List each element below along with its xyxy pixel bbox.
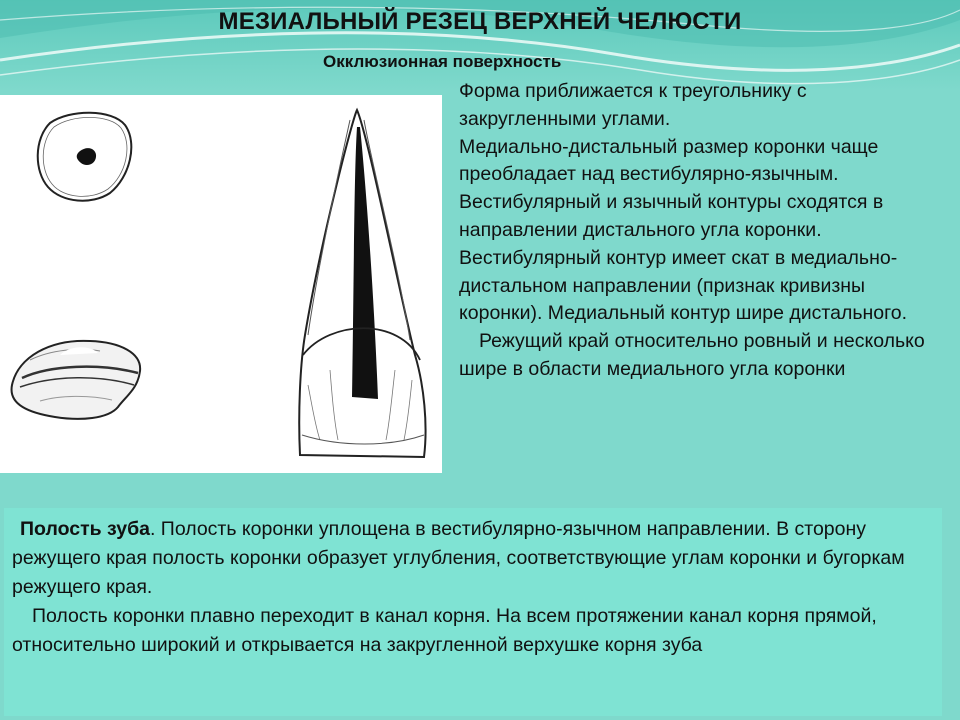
tooth-illustration-panel (0, 95, 442, 473)
occlusal-description (459, 78, 939, 384)
slide-subtitle: Окклюзионная поверхность (323, 52, 562, 71)
slide-title: МЕЗИАЛЬНЫЙ РЕЗЕЦ ВЕРХНЕЙ ЧЕЛЮСТИ (218, 8, 742, 35)
description-paragraph: Вестибулярный и язычный контуры сходятся в направлении дистального угла коронки. Вестибулярный контур имеет скат в медиально-дистальном направлении (признак кривизны коронки). Медиальный контур шире дистального. (459, 191, 908, 325)
cavity-term: Полость зуба (20, 518, 150, 540)
cavity-description (12, 515, 942, 660)
description-paragraph: Медиально-дистальный размер коронки чаще преобладает над вестибулярно-язычным. (459, 135, 879, 186)
cavity-text-1: . Полость коронки уплощена в вестибулярно-язычном направлении. В сторону режущего края полость коронки образует углубления, соответствующие углам коронки и бугоркам режущего края. (12, 518, 905, 598)
crown-occlusal-view (12, 341, 141, 419)
cavity-paragraph (12, 515, 942, 602)
pulp-dot (77, 148, 96, 165)
tooth-drawings (0, 95, 442, 473)
cavity-paragraph-2: Полость коронки плавно переходит в канал корня. На всем протяжении канал корня прямой, относительно широкий и открывается на закругленной верхушке корня зуба (12, 605, 877, 656)
description-paragraph: Режущий край относительно ровный и несколько шире в области медиального угла коронки (459, 330, 925, 380)
description-paragraph: Форма приближается к треугольнику с закругленными углами. (459, 80, 807, 130)
tooth-longitudinal-section (299, 110, 425, 457)
